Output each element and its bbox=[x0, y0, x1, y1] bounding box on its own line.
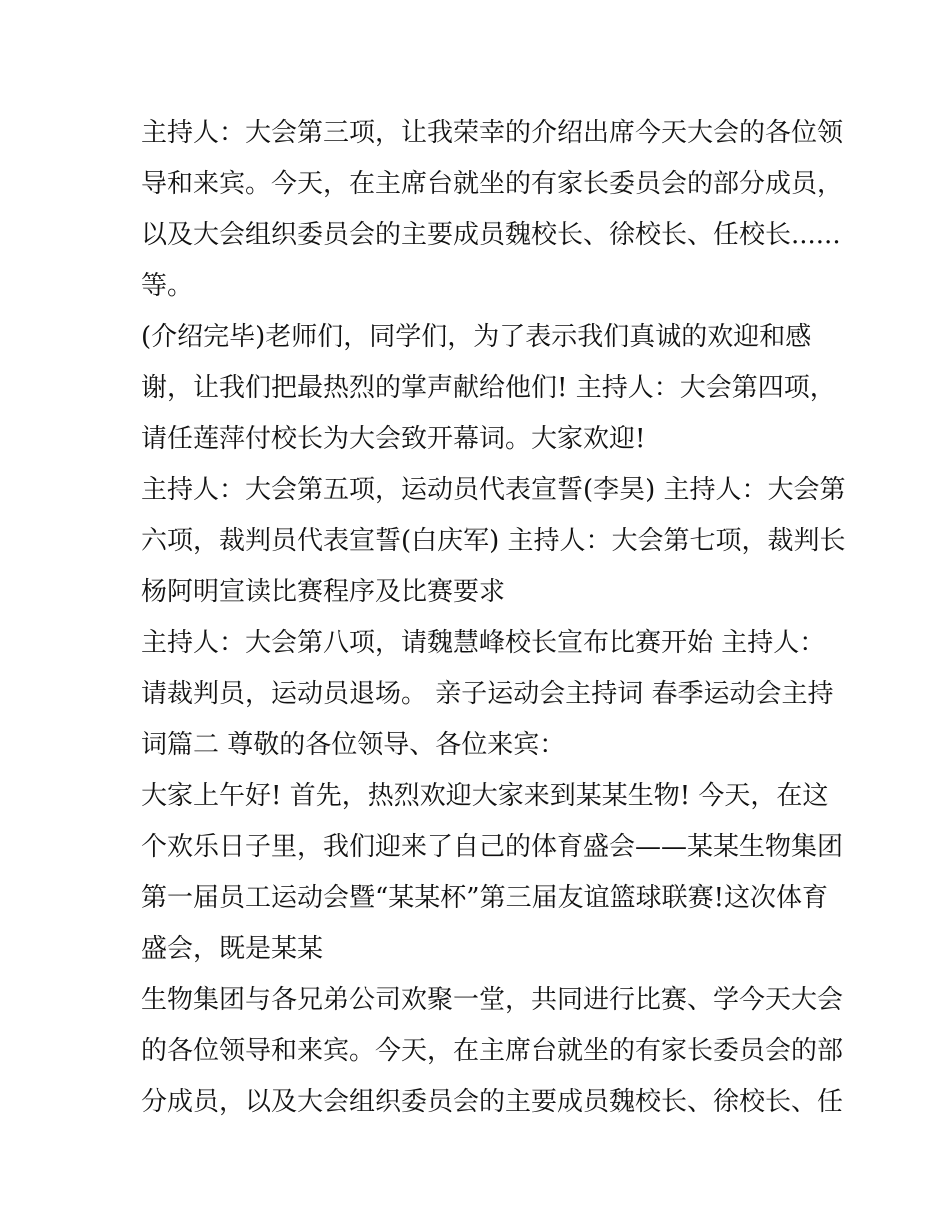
text-line: 生物集团与各兄弟公司欢聚一堂，共同进行比赛、学今天大会 bbox=[141, 985, 844, 1015]
text-line: 主持人：大会第三项，让我荣幸的介绍出席今天大会的各位领 bbox=[141, 118, 844, 148]
text-line: 个欢乐日子里，我们迎来了自己的体育盛会——某某生物集团 bbox=[141, 832, 844, 862]
text-line: 主持人：大会第五项，运动员代表宣誓(李昊) 主持人：大会第 bbox=[141, 475, 846, 505]
text-line: 词篇二 尊敬的各位领导、各位来宾： bbox=[141, 730, 566, 760]
text-line: 六项，裁判员代表宣誓(白庆军) 主持人：大会第七项，裁判长 bbox=[141, 526, 846, 556]
text-line: 导和来宾。今天，在主席台就坐的有家长委员会的部分成员， bbox=[141, 169, 844, 199]
text-line: 请裁判员，运动员退场。 亲子运动会主持词 春季运动会主持 bbox=[141, 679, 834, 709]
text-line: 主持人：大会第八项，请魏慧峰校长宣布比赛开始 主持人： bbox=[141, 628, 826, 658]
text-line: (介绍完毕)老师们，同学们，为了表示我们真诚的欢迎和感 bbox=[141, 322, 812, 352]
document-body bbox=[141, 108, 846, 1128]
text-line: 谢，让我们把最热烈的掌声献给他们! 主持人：大会第四项， bbox=[141, 373, 836, 403]
text-line: 等。 bbox=[141, 271, 194, 301]
text-line: 分成员，以及大会组织委员会的主要成员魏校长、徐校长、任 bbox=[141, 1087, 844, 1117]
text-line: 请任莲萍付校长为大会致开幕词。大家欢迎! bbox=[141, 424, 646, 454]
text-line: 杨阿明宣读比赛程序及比赛要求 bbox=[141, 577, 506, 607]
text-line: 以及大会组织委员会的主要成员魏校长、徐校长、任校长...... bbox=[141, 220, 841, 250]
text-line: 的各位领导和来宾。今天，在主席台就坐的有家长委员会的部 bbox=[141, 1036, 844, 1066]
text-line: 第一届员工运动会暨“某某杯”第三届友谊篮球联赛!这次体育 bbox=[141, 883, 829, 913]
text-line: 大家上午好! 首先，热烈欢迎大家来到某某生物! 今天，在这 bbox=[141, 781, 829, 811]
text-line: 盛会，既是某某 bbox=[141, 934, 324, 964]
